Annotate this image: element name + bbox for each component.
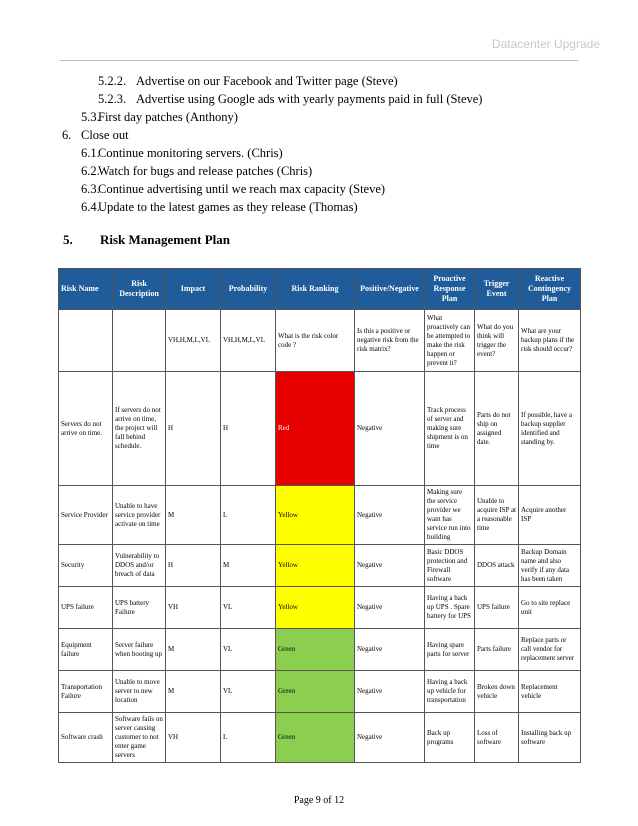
cell-proactive: Basic DDOS protection and Firewall software bbox=[425, 545, 475, 587]
cell-proactive: Having a back up vehicle for transportation bbox=[425, 671, 475, 713]
cell-trigger: What do you think will trigger the event? bbox=[475, 310, 519, 372]
table-row bbox=[59, 372, 581, 486]
cell-ranking: What is the risk color code ? bbox=[276, 310, 355, 372]
cell-reactive: What are your backup plans if the risk should occur? bbox=[519, 310, 581, 372]
cell-ranking: Green bbox=[276, 713, 355, 763]
cell-name: Servers do not arrive on time. bbox=[59, 372, 113, 486]
table-header-row bbox=[59, 269, 581, 310]
cell-impact: H bbox=[166, 372, 221, 486]
cell-description: Software fails on server causing customer to not enter game servers bbox=[113, 713, 166, 763]
outline-item bbox=[81, 109, 238, 125]
cell-reactive: Installing back up software bbox=[519, 713, 581, 763]
header-proactive-plan: Proactive Response Plan bbox=[425, 269, 475, 310]
cell-reactive: Replacement vehicle bbox=[519, 671, 581, 713]
header-trigger-event: Trigger Event bbox=[475, 269, 519, 310]
cell-trigger: Parts failure bbox=[475, 629, 519, 671]
outline-item bbox=[81, 199, 358, 215]
cell-probability: VL bbox=[221, 671, 276, 713]
cell-description: Server failure when booting up bbox=[113, 629, 166, 671]
cell-impact: VH,H,M,L,VL bbox=[166, 310, 221, 372]
cell-probability: H bbox=[221, 372, 276, 486]
cell-ranking: Yellow bbox=[276, 587, 355, 629]
document-header: Datacenter Upgrade bbox=[491, 37, 600, 51]
table-row bbox=[59, 587, 581, 629]
header-risk-name: Risk Name bbox=[59, 269, 113, 310]
table-row bbox=[59, 713, 581, 763]
cell-proactive: Having spare parts for server bbox=[425, 629, 475, 671]
cell-ranking: Green bbox=[276, 671, 355, 713]
cell-proactive: Making sure the service provider we want has service run into building bbox=[425, 486, 475, 545]
cell-proactive: Track process of server and making sure shipment is on time bbox=[425, 372, 475, 486]
outline-item bbox=[98, 73, 398, 89]
cell-posneg: Negative bbox=[355, 671, 425, 713]
cell-probability: VL bbox=[221, 587, 276, 629]
table-row bbox=[59, 545, 581, 587]
cell-proactive: Having a back up UPS . Spare battery for UPS bbox=[425, 587, 475, 629]
cell-name: Equipment failure bbox=[59, 629, 113, 671]
table-row bbox=[59, 671, 581, 713]
cell-trigger: DDOS attack bbox=[475, 545, 519, 587]
cell-name: UPS failure bbox=[59, 587, 113, 629]
cell-probability: VH,H,M,L,VL bbox=[221, 310, 276, 372]
cell-impact: M bbox=[166, 671, 221, 713]
cell-probability: L bbox=[221, 713, 276, 763]
cell-proactive: Back up programs bbox=[425, 713, 475, 763]
cell-ranking: Yellow bbox=[276, 486, 355, 545]
outline-number: 6. bbox=[62, 128, 72, 142]
outline-item bbox=[81, 181, 385, 197]
outline-text: Update to the latest games as they release (Thomas) bbox=[98, 200, 358, 214]
cell-impact: M bbox=[166, 629, 221, 671]
risk-management-table bbox=[58, 268, 581, 763]
cell-reactive: Replace parts or call vendor for replacement server bbox=[519, 629, 581, 671]
cell-description: Unable to have service provider activate on time bbox=[113, 486, 166, 545]
outline-text: Continue advertising until we reach max capacity (Steve) bbox=[98, 182, 386, 196]
cell-posneg: Negative bbox=[355, 372, 425, 486]
cell-name: Transportation Failure bbox=[59, 671, 113, 713]
cell-impact: VH bbox=[166, 713, 221, 763]
cell-posneg: Negative bbox=[355, 713, 425, 763]
outline-number: 6.2. bbox=[81, 164, 100, 178]
outline-item bbox=[81, 163, 312, 179]
header-risk-description: Risk Description bbox=[113, 269, 166, 310]
cell-name: Security bbox=[59, 545, 113, 587]
cell-trigger: Parts do not ship on assigned date. bbox=[475, 372, 519, 486]
table-row bbox=[59, 310, 581, 372]
outline-text: Continue monitoring servers. (Chris) bbox=[98, 146, 283, 160]
header-positive-negative: Positive/Negative bbox=[355, 269, 425, 310]
cell-name: Software crash bbox=[59, 713, 113, 763]
header-probability: Probability bbox=[221, 269, 276, 310]
cell-posneg: Is this a positive or negative risk from the risk matrix? bbox=[355, 310, 425, 372]
cell-reactive: Backup Domain name and also verify if any data has been taken bbox=[519, 545, 581, 587]
outline-text: First day patches (Anthony) bbox=[98, 110, 238, 124]
section-title: Risk Management Plan bbox=[100, 232, 230, 247]
cell-impact: M bbox=[166, 486, 221, 545]
cell-trigger: Loss of software bbox=[475, 713, 519, 763]
outline-number: 6.3. bbox=[81, 182, 100, 196]
outline-number: 5.2.3. bbox=[98, 92, 127, 106]
outline-item bbox=[98, 91, 482, 107]
cell-description: Vulnerability to DDOS and/or breach of data bbox=[113, 545, 166, 587]
cell-probability: M bbox=[221, 545, 276, 587]
table-body bbox=[59, 310, 581, 763]
outline-text: Watch for bugs and release patches (Chris) bbox=[98, 164, 313, 178]
cell-reactive: Go to site replace unit bbox=[519, 587, 581, 629]
table-row bbox=[59, 629, 581, 671]
header-reactive-plan: Reactive Contingency Plan bbox=[519, 269, 581, 310]
cell-ranking: Red bbox=[276, 372, 355, 486]
cell-ranking: Green bbox=[276, 629, 355, 671]
outline-number: 6.1. bbox=[81, 146, 100, 160]
cell-description: Unable to move server to new location bbox=[113, 671, 166, 713]
cell-name: Service Provider bbox=[59, 486, 113, 545]
section-heading bbox=[63, 232, 230, 248]
cell-description bbox=[113, 310, 166, 372]
cell-impact: H bbox=[166, 545, 221, 587]
outline-item bbox=[81, 145, 283, 161]
section-number: 5. bbox=[63, 232, 73, 247]
cell-posneg: Negative bbox=[355, 587, 425, 629]
table-row bbox=[59, 486, 581, 545]
header-impact: Impact bbox=[166, 269, 221, 310]
outline-text: Advertise on our Facebook and Twitter page (Steve) bbox=[136, 74, 398, 88]
cell-probability: VL bbox=[221, 629, 276, 671]
cell-impact: VH bbox=[166, 587, 221, 629]
cell-name bbox=[59, 310, 113, 372]
outline-number: 6.4. bbox=[81, 200, 100, 214]
cell-probability: L bbox=[221, 486, 276, 545]
outline-text: Advertise using Google ads with yearly payments paid in full (Steve) bbox=[136, 92, 483, 106]
header-divider bbox=[60, 60, 578, 61]
cell-ranking: Yellow bbox=[276, 545, 355, 587]
page-number: Page 9 of 12 bbox=[293, 795, 345, 806]
cell-description: UPS battery Failure bbox=[113, 587, 166, 629]
outline-number: 5.2.2. bbox=[98, 74, 127, 88]
outline-number: 5.3. bbox=[81, 110, 100, 124]
cell-posneg: Negative bbox=[355, 486, 425, 545]
header-risk-ranking: Risk Ranking bbox=[276, 269, 355, 310]
outline-text: Close out bbox=[81, 128, 129, 142]
cell-proactive: What proactively can be attempted to make the risk happen or prevent it? bbox=[425, 310, 475, 372]
cell-reactive: If possible, have a backup supplier identified and standing by. bbox=[519, 372, 581, 486]
outline-item bbox=[62, 127, 129, 143]
cell-trigger: Unable to acquire ISP at a reasonable time bbox=[475, 486, 519, 545]
cell-posneg: Negative bbox=[355, 545, 425, 587]
cell-trigger: Broken down vehicle bbox=[475, 671, 519, 713]
cell-description: If servers do not arrive on time, the project will fall behind schedule. bbox=[113, 372, 166, 486]
cell-trigger: UPS failure bbox=[475, 587, 519, 629]
cell-posneg: Negative bbox=[355, 629, 425, 671]
cell-reactive: Acquire another ISP bbox=[519, 486, 581, 545]
